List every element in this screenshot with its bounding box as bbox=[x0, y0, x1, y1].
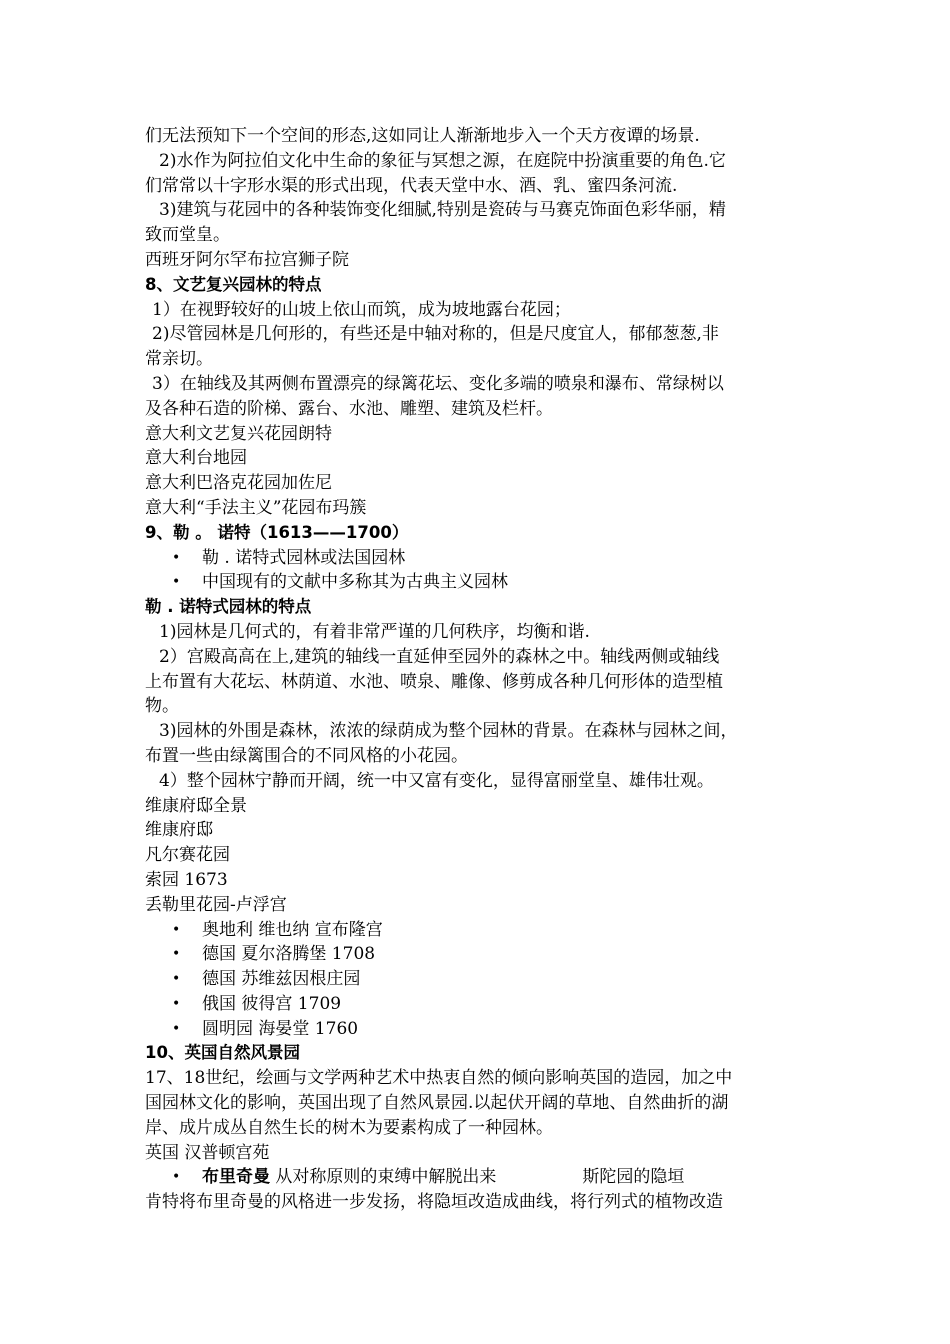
figure-caption: 维康府邸全景 bbox=[145, 795, 247, 816]
list-item-bold-text: 布里奇曼 bbox=[202, 1167, 270, 1188]
list-item bbox=[145, 570, 815, 595]
paragraph-line: 物。 bbox=[145, 696, 179, 717]
bullet-icon: • bbox=[172, 946, 181, 963]
paragraph-line: 1）在视野较好的山坡上依山而筑，成为坡地露台花园； bbox=[152, 299, 571, 320]
list-item bbox=[145, 918, 815, 943]
bullet-icon: • bbox=[172, 995, 181, 1012]
bullet-icon: • bbox=[172, 1169, 181, 1186]
paragraph-line: 2)水作为阿拉伯文化中生命的象征与冥想之源，在庭院中扮演重要的角色.它 bbox=[159, 150, 726, 171]
list-item-text: 德国 苏维兹因根庄园 bbox=[202, 969, 361, 990]
bullet-icon: • bbox=[172, 574, 181, 591]
list-item-right-text: 斯陀园的隐垣 bbox=[582, 1167, 685, 1188]
list-item-text: 从对称原则的束缚中解脱出来 bbox=[270, 1167, 497, 1188]
list-item-text: 圆明园 海晏堂 1760 bbox=[202, 1018, 359, 1039]
paragraph-line: 致而堂皇。 bbox=[145, 225, 230, 246]
paragraph-line: 3)建筑与花园中的各种装饰变化细腻,特别是瓷砖与马赛克饰面色彩华丽，精 bbox=[159, 200, 726, 221]
figure-caption: 英国 汉普顿宫苑 bbox=[145, 1142, 270, 1163]
document-body bbox=[145, 124, 815, 1215]
list-item-text: 德国 夏尔洛腾堡 1708 bbox=[202, 944, 376, 965]
figure-caption: 意大利巴洛克花园加佐尼 bbox=[145, 473, 332, 494]
list-item bbox=[145, 1165, 815, 1190]
section-heading-10: 10、英国自然风景园 bbox=[145, 1043, 300, 1063]
paragraph-line: 17、18世纪，绘画与文学两种艺术中热衷自然的倾向影响英国的造园，加之中 bbox=[145, 1068, 733, 1089]
paragraph-line: 2）宫殿高高在上,建筑的轴线一直延伸至园外的森林之中。轴线两侧或轴线 bbox=[159, 646, 720, 667]
bullet-icon: • bbox=[172, 971, 181, 988]
paragraph-line: 常亲切。 bbox=[145, 349, 213, 370]
list-item-text: 奥地利 维也纳 宣布隆宫 bbox=[202, 919, 383, 940]
paragraph-line: 及各种石造的阶梯、露台、水池、雕塑、建筑及栏杆。 bbox=[145, 398, 553, 419]
paragraph-line: 肯特将布里奇曼的风格进一步发扬，将隐垣改造成曲线，将行列式的植物改造 bbox=[145, 1192, 723, 1213]
bullet-icon: • bbox=[172, 1020, 181, 1037]
paragraph-line: 岸、成片成丛自然生长的树木为要素构成了一种园林。 bbox=[145, 1117, 553, 1138]
figure-caption: 意大利文艺复兴花园朗特 bbox=[145, 423, 332, 444]
paragraph-line: 2)尽管园林是几何形的，有些还是中轴对称的，但是尺度宜人，郁郁葱葱,非 bbox=[152, 324, 719, 345]
list-item bbox=[145, 942, 815, 967]
bullet-icon: • bbox=[172, 921, 181, 938]
paragraph-line: 1)园林是几何式的，有着非常严谨的几何秩序，均衡和谐. bbox=[159, 621, 590, 642]
figure-caption: 西班牙阿尔罕布拉宫狮子院 bbox=[145, 249, 349, 270]
list-item bbox=[145, 546, 815, 571]
list-item bbox=[145, 967, 815, 992]
section-heading-8: 8、文艺复兴园林的特点 bbox=[145, 274, 322, 294]
list-item bbox=[145, 992, 815, 1017]
paragraph-line: 4）整个园林宁静而开阔，统一中又富有变化，显得富丽堂皇、雄伟壮观。 bbox=[159, 770, 714, 791]
figure-caption: 丢勒里花园-卢浮宫 bbox=[145, 894, 287, 915]
paragraph-line: 3)园林的外围是森林，浓浓的绿荫成为整个园林的背景。在森林与园林之间， bbox=[159, 721, 738, 742]
paragraph-line: 们无法预知下一个空间的形态,这如同让人渐渐地步入一个天方夜谭的场景. bbox=[145, 126, 700, 146]
list-item-text: 中国现有的文献中多称其为古典主义园林 bbox=[202, 572, 508, 593]
list-item-text: 勒 . 诺特式园林或法国园林 bbox=[202, 547, 406, 568]
subsection-heading: 勒 . 诺特式园林的特点 bbox=[145, 597, 312, 617]
list-item-text: 俄国 彼得宫 1709 bbox=[202, 993, 342, 1014]
paragraph-line: 布置一些由绿篱围合的不同风格的小花园。 bbox=[145, 745, 468, 766]
bullet-icon: • bbox=[172, 549, 181, 566]
section-heading-9: 9、勒 。 诺特（1613——1700） bbox=[145, 522, 409, 542]
figure-caption: 索园 1673 bbox=[145, 869, 228, 890]
paragraph-line: 3）在轴线及其两侧布置漂亮的绿篱花坛、变化多端的喷泉和瀑布、常绿树以 bbox=[152, 373, 724, 394]
paragraph-line: 们常常以十字形水渠的形式出现，代表天堂中水、酒、乳、蜜四条河流. bbox=[145, 175, 678, 196]
list-item bbox=[145, 1017, 815, 1042]
figure-caption: 意大利台地园 bbox=[145, 448, 247, 469]
figure-caption: 维康府邸 bbox=[145, 820, 213, 841]
figure-caption: 意大利“手法主义”花园布玛簇 bbox=[145, 497, 367, 518]
paragraph-line: 上布置有大花坛、林荫道、水池、喷泉、雕像、修剪成各种几何形体的造型植 bbox=[145, 671, 723, 692]
paragraph-line: 国园林文化的影响，英国出现了自然风景园.以起伏开阔的草地、自然曲折的湖 bbox=[145, 1093, 729, 1114]
figure-caption: 凡尔赛花园 bbox=[145, 845, 230, 866]
